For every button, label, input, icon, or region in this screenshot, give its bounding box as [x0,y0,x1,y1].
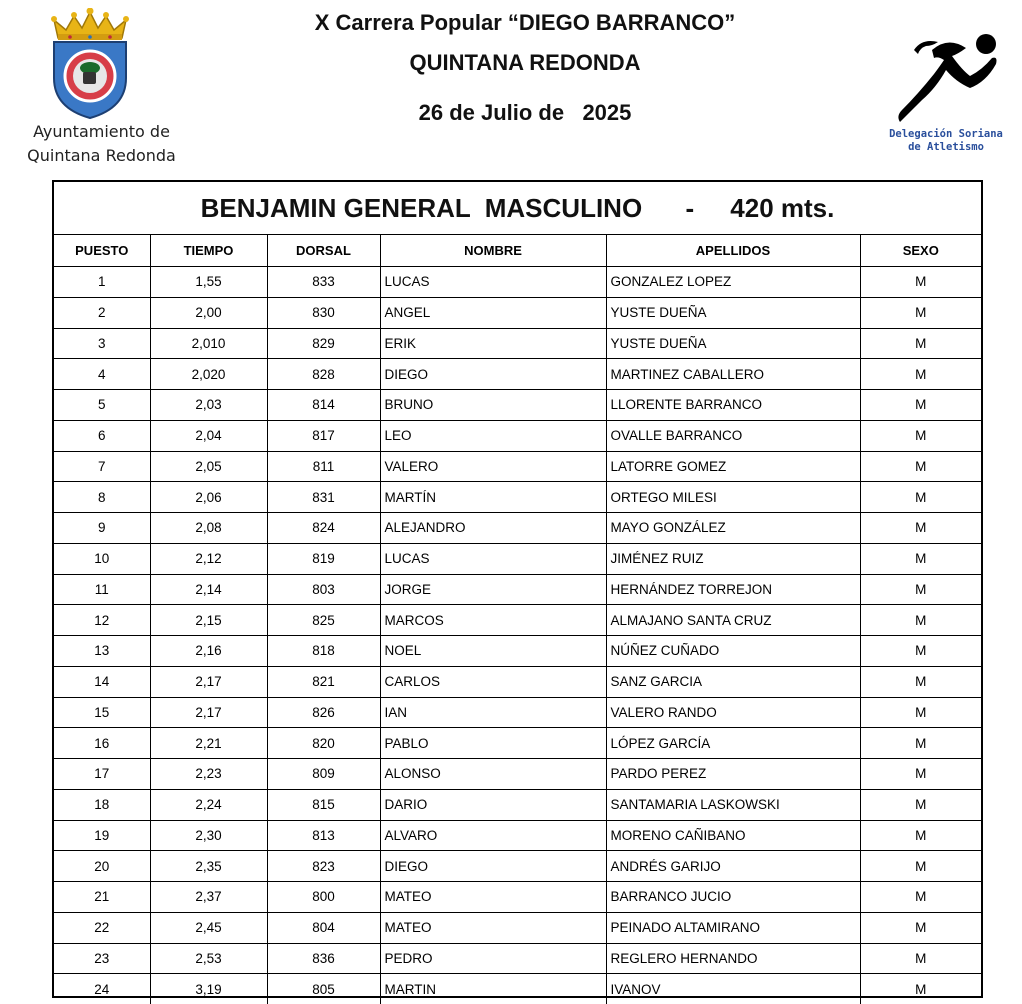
first-name-cell: MATEO [380,912,606,943]
sex-cell: M [860,789,981,820]
first-name-cell: MARTÍN [380,482,606,513]
column-header-apellidos: APELLIDOS [606,235,860,267]
surname-cell: LATORRE GOMEZ [606,451,860,482]
bib-number-cell: 805 [267,974,380,1004]
sex-cell: M [860,851,981,882]
town-coat-of-arms-icon [40,8,140,120]
time-cell: 2,14 [150,574,267,605]
surname-cell: MARTINEZ CABALLERO [606,359,860,390]
surname-cell: YUSTE DUEÑA [606,297,860,328]
table-row [54,482,981,513]
table-row [54,851,981,882]
surname-cell: LLORENTE BARRANCO [606,390,860,421]
first-name-cell: JORGE [380,574,606,605]
table-row [54,543,981,574]
sex-cell: M [860,513,981,544]
position-cell: 22 [54,912,150,943]
results-table [54,235,981,1004]
surname-cell: ORTEGO MILESI [606,482,860,513]
position-cell: 13 [54,636,150,667]
time-cell: 2,00 [150,297,267,328]
table-row [54,574,981,605]
table-row [54,390,981,421]
time-cell: 2,15 [150,605,267,636]
surname-cell: VALERO RANDO [606,697,860,728]
table-row [54,943,981,974]
results-table-container [52,180,983,998]
table-row [54,359,981,390]
position-cell: 17 [54,759,150,790]
event-location: QUINTANA REDONDA [190,50,860,76]
table-row [54,759,981,790]
column-header-nombre: NOMBRE [380,235,606,267]
table-row [54,420,981,451]
position-cell: 1 [54,267,150,298]
first-name-cell: PABLO [380,728,606,759]
position-cell: 10 [54,543,150,574]
sex-cell: M [860,359,981,390]
sex-cell: M [860,605,981,636]
federation-name-line1: Delegación Soriana [870,128,1022,140]
runner-logo-icon [892,30,1020,130]
position-cell: 8 [54,482,150,513]
bib-number-cell: 815 [267,789,380,820]
bib-number-cell: 817 [267,420,380,451]
table-header-row [54,235,981,267]
surname-cell: MAYO GONZÁLEZ [606,513,860,544]
first-name-cell: DIEGO [380,359,606,390]
time-cell: 2,020 [150,359,267,390]
first-name-cell: MARCOS [380,605,606,636]
table-row [54,882,981,913]
first-name-cell: ERIK [380,328,606,359]
time-cell: 2,010 [150,328,267,359]
first-name-cell: IAN [380,697,606,728]
surname-cell: YUSTE DUEÑA [606,328,860,359]
position-cell: 11 [54,574,150,605]
bib-number-cell: 804 [267,912,380,943]
bib-number-cell: 824 [267,513,380,544]
position-cell: 24 [54,974,150,1004]
surname-cell: HERNÁNDEZ TORREJON [606,574,860,605]
sex-cell: M [860,912,981,943]
event-date: 26 de Julio de 2025 [190,100,860,126]
page-header [0,0,1022,175]
municipality-name-line1: Ayuntamiento de [0,122,203,141]
surname-cell: PARDO PEREZ [606,759,860,790]
time-cell: 2,37 [150,882,267,913]
time-cell: 2,03 [150,390,267,421]
time-cell: 2,17 [150,666,267,697]
first-name-cell: MARTIN [380,974,606,1004]
sex-cell: M [860,297,981,328]
bib-number-cell: 819 [267,543,380,574]
first-name-cell: DARIO [380,789,606,820]
first-name-cell: LUCAS [380,543,606,574]
first-name-cell: CARLOS [380,666,606,697]
position-cell: 21 [54,882,150,913]
time-cell: 2,23 [150,759,267,790]
time-cell: 2,16 [150,636,267,667]
sex-cell: M [860,451,981,482]
time-cell: 2,21 [150,728,267,759]
column-header-tiempo: TIEMPO [150,235,267,267]
table-row [54,666,981,697]
time-cell: 2,05 [150,451,267,482]
bib-number-cell: 803 [267,574,380,605]
first-name-cell: DIEGO [380,851,606,882]
bib-number-cell: 820 [267,728,380,759]
column-header-puesto: PUESTO [54,235,150,267]
position-cell: 14 [54,666,150,697]
bib-number-cell: 809 [267,759,380,790]
bib-number-cell: 800 [267,882,380,913]
position-cell: 23 [54,943,150,974]
first-name-cell: BRUNO [380,390,606,421]
surname-cell: JIMÉNEZ RUIZ [606,543,860,574]
table-row [54,451,981,482]
position-cell: 5 [54,390,150,421]
sex-cell: M [860,697,981,728]
sex-cell: M [860,328,981,359]
bib-number-cell: 826 [267,697,380,728]
surname-cell: NÚÑEZ CUÑADO [606,636,860,667]
sex-cell: M [860,267,981,298]
position-cell: 6 [54,420,150,451]
surname-cell: LÓPEZ GARCÍA [606,728,860,759]
time-cell: 2,53 [150,943,267,974]
position-cell: 20 [54,851,150,882]
sex-cell: M [860,943,981,974]
first-name-cell: MATEO [380,882,606,913]
first-name-cell: ANGEL [380,297,606,328]
table-row [54,789,981,820]
table-row [54,820,981,851]
time-cell: 2,45 [150,912,267,943]
municipality-name-line2: Quintana Redonda [0,146,203,165]
table-row [54,912,981,943]
table-row [54,605,981,636]
time-cell: 2,30 [150,820,267,851]
surname-cell: MORENO CAÑIBANO [606,820,860,851]
column-header-sexo: SEXO [860,235,981,267]
bib-number-cell: 813 [267,820,380,851]
surname-cell: ALMAJANO SANTA CRUZ [606,605,860,636]
position-cell: 15 [54,697,150,728]
table-row [54,297,981,328]
sex-cell: M [860,882,981,913]
sex-cell: M [860,543,981,574]
surname-cell: OVALLE BARRANCO [606,420,860,451]
surname-cell: GONZALEZ LOPEZ [606,267,860,298]
table-row [54,513,981,544]
surname-cell: IVANOV [606,974,860,1004]
bib-number-cell: 828 [267,359,380,390]
time-cell: 2,17 [150,697,267,728]
bib-number-cell: 829 [267,328,380,359]
event-title: X Carrera Popular “DIEGO BARRANCO” [190,10,860,36]
surname-cell: PEINADO ALTAMIRANO [606,912,860,943]
first-name-cell: VALERO [380,451,606,482]
table-row [54,328,981,359]
first-name-cell: LEO [380,420,606,451]
table-row [54,697,981,728]
position-cell: 2 [54,297,150,328]
sex-cell: M [860,420,981,451]
time-cell: 1,55 [150,267,267,298]
federation-name-line2: de Atletismo [870,141,1022,153]
sex-cell: M [860,390,981,421]
first-name-cell: LUCAS [380,267,606,298]
first-name-cell: ALEJANDRO [380,513,606,544]
bib-number-cell: 814 [267,390,380,421]
bib-number-cell: 821 [267,666,380,697]
bib-number-cell: 831 [267,482,380,513]
surname-cell: REGLERO HERNANDO [606,943,860,974]
surname-cell: SANZ GARCIA [606,666,860,697]
results-table-body [54,267,981,1004]
sex-cell: M [860,666,981,697]
bib-number-cell: 833 [267,267,380,298]
sex-cell: M [860,574,981,605]
bib-number-cell: 811 [267,451,380,482]
table-row [54,267,981,298]
time-cell: 2,35 [150,851,267,882]
position-cell: 3 [54,328,150,359]
first-name-cell: ALVARO [380,820,606,851]
sex-cell: M [860,974,981,1004]
position-cell: 16 [54,728,150,759]
table-row [54,636,981,667]
position-cell: 12 [54,605,150,636]
bib-number-cell: 830 [267,297,380,328]
bib-number-cell: 836 [267,943,380,974]
time-cell: 2,24 [150,789,267,820]
first-name-cell: PEDRO [380,943,606,974]
sex-cell: M [860,728,981,759]
bib-number-cell: 823 [267,851,380,882]
first-name-cell: ALONSO [380,759,606,790]
time-cell: 2,12 [150,543,267,574]
sex-cell: M [860,482,981,513]
table-row [54,728,981,759]
position-cell: 4 [54,359,150,390]
time-cell: 2,08 [150,513,267,544]
sex-cell: M [860,820,981,851]
category-title: BENJAMIN GENERAL MASCULINO - 420 mts. [54,182,981,235]
sex-cell: M [860,636,981,667]
position-cell: 9 [54,513,150,544]
time-cell: 2,04 [150,420,267,451]
bib-number-cell: 818 [267,636,380,667]
position-cell: 19 [54,820,150,851]
first-name-cell: NOEL [380,636,606,667]
time-cell: 3,19 [150,974,267,1004]
table-row [54,974,981,1004]
surname-cell: ANDRÉS GARIJO [606,851,860,882]
position-cell: 18 [54,789,150,820]
sex-cell: M [860,759,981,790]
surname-cell: SANTAMARIA LASKOWSKI [606,789,860,820]
column-header-dorsal: DORSAL [267,235,380,267]
surname-cell: BARRANCO JUCIO [606,882,860,913]
position-cell: 7 [54,451,150,482]
time-cell: 2,06 [150,482,267,513]
bib-number-cell: 825 [267,605,380,636]
